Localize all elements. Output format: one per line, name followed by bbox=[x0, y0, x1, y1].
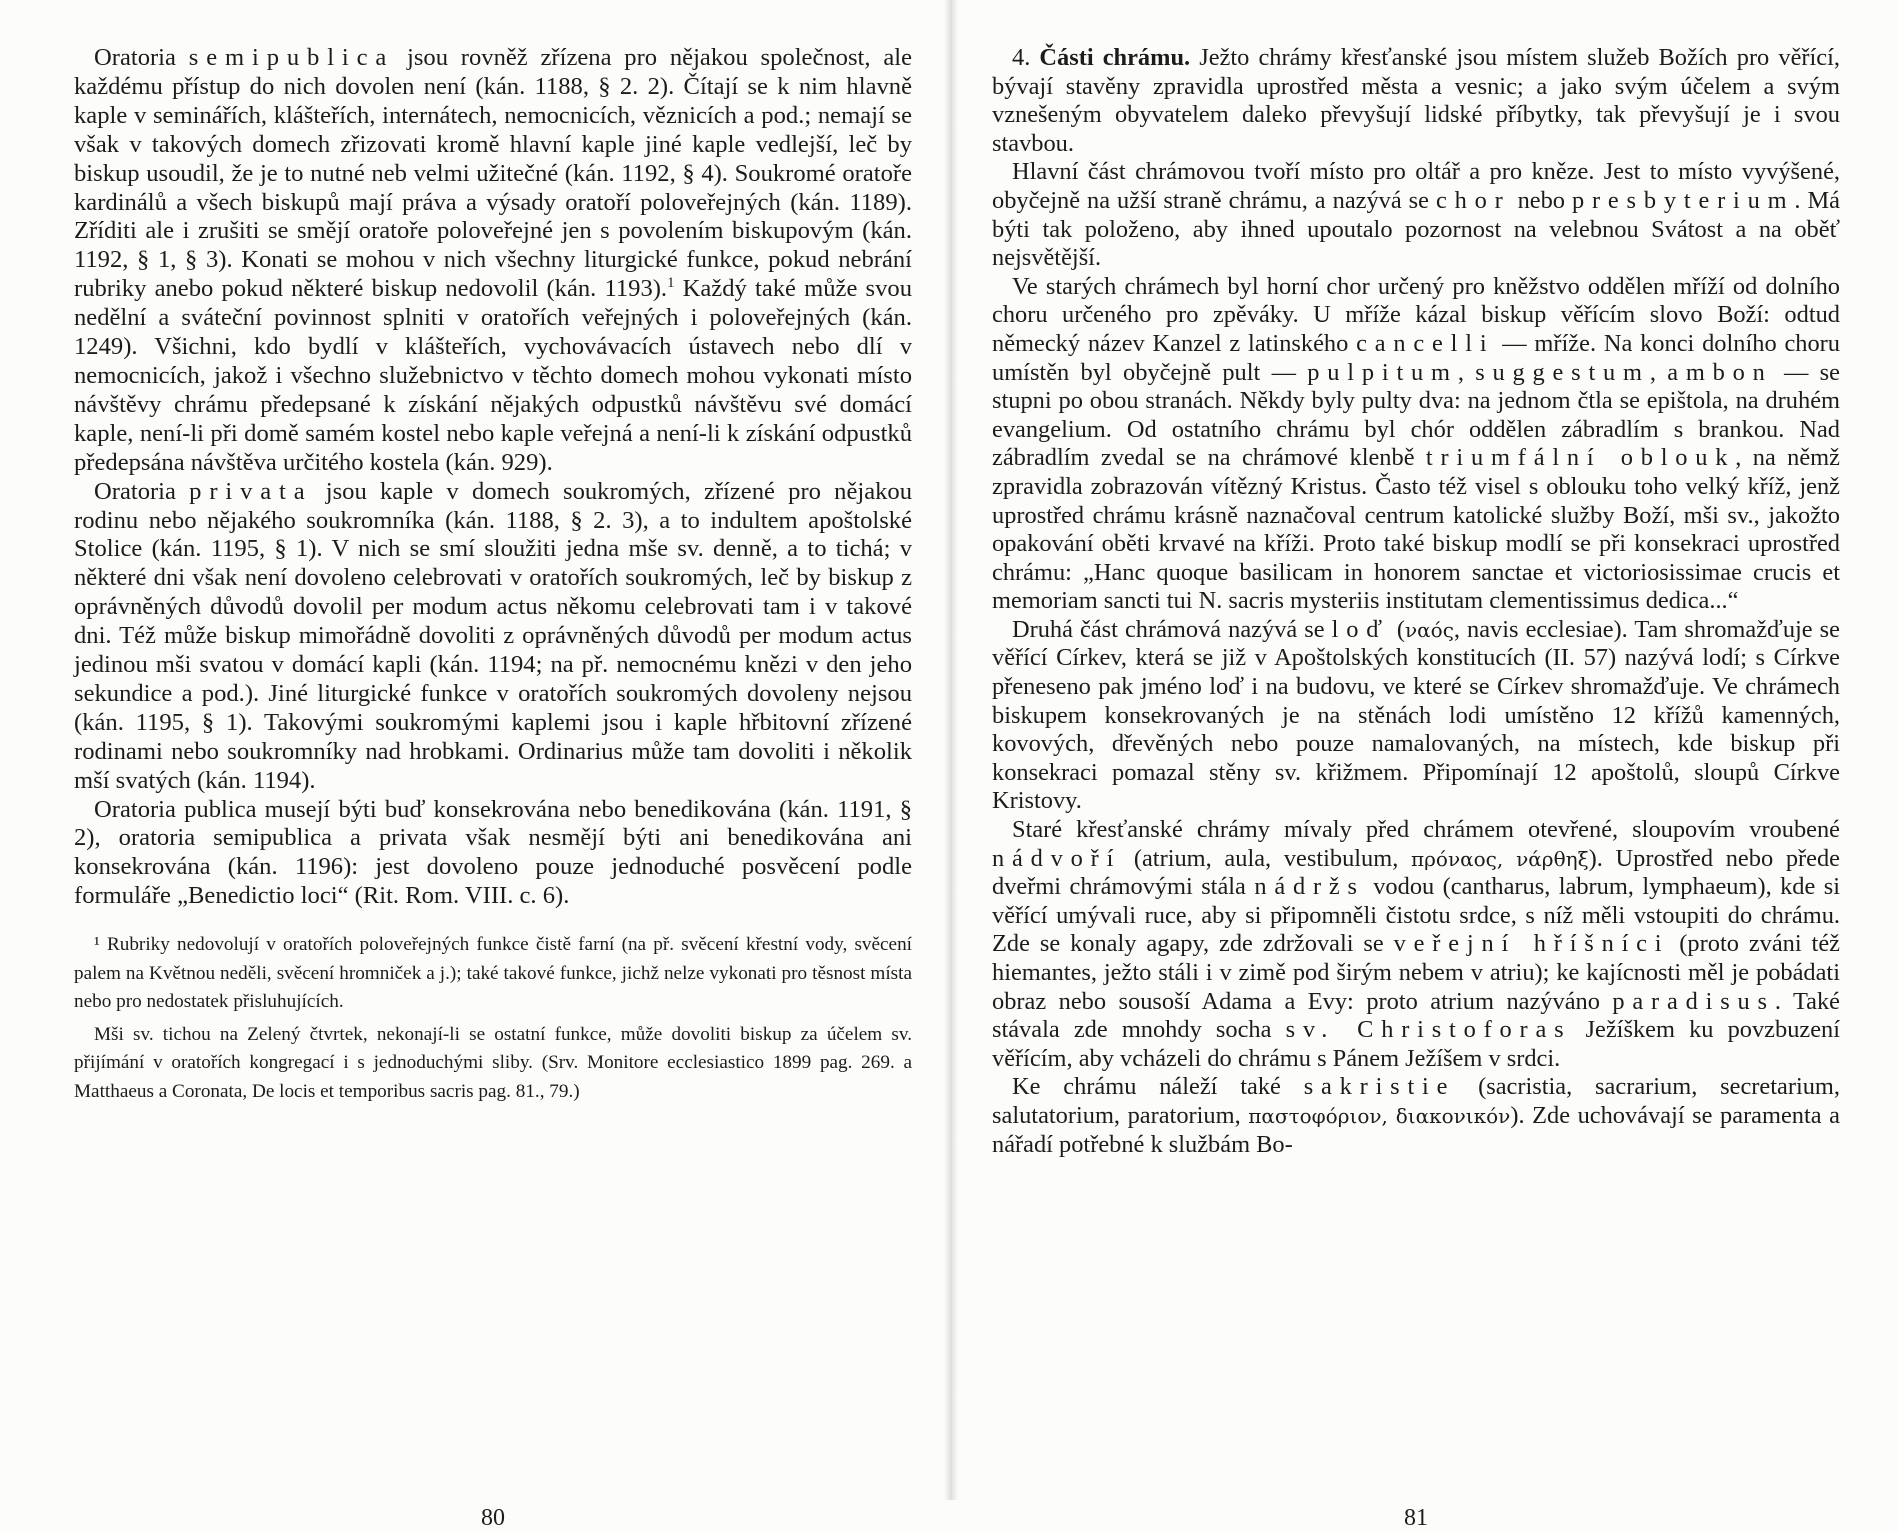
left-body-text bbox=[74, 44, 912, 911]
emphasis-term: presbyterium bbox=[1571, 186, 1795, 214]
text-run: (proto zváni též hiemantes, ježto stáli i v zimě pod širým nebem v atriu); ke kajícnosti měl je pobádati obraz nebo sousoší Adama a Evy: proto atrium nazýváno bbox=[992, 930, 1840, 1015]
paragraph bbox=[992, 273, 1840, 616]
emphasis-term: ambon bbox=[1667, 358, 1773, 386]
text-run: vodou (cantharus, labrum, lymphaeum), kde si věřící umývali ruce, aby si připomněli čistotu srdce, s níž měli vstoupiti do chrámu. Zde se konaly agapy, zde zdržovali se bbox=[992, 873, 1841, 958]
book-gutter bbox=[944, 0, 958, 1500]
text-run: Každý také může svou nedělní a sváteční povinnost splniti v oratořích veřejných i poloveřejných (kán. 1249). Všichni, kdo bydlí v klášteřích, vychovávacích ústavech nebo dlí v nemocnicích, jakož i všechno služebnictvo v těchto domech mohou vykonati místo návštěvy chrámu předepsané k získání nějakých odpustků návštěvu své domácí kaple, není-li při domě samém kostel nebo kaple veřejná a není-li k získání odpustků předepsána návštěva určitého kostela (kán. 929). bbox=[74, 275, 912, 476]
text-run: — se stupni po obou stranách. Někdy byly pulty dva: na jednom čtla se epištola, na druhém evangelium. Od ostatního chrámu byl chór oddělen zábradlím s brankou. Nad zábradlím zvedal se na chrámové klenbě bbox=[992, 358, 1840, 472]
section-heading: Části chrámu. bbox=[1039, 44, 1191, 71]
emphasis-term: suggestum bbox=[1475, 358, 1650, 386]
page-number-right: 81 bbox=[1404, 1505, 1428, 1531]
text-run: ( bbox=[1389, 615, 1405, 643]
paragraph bbox=[74, 478, 912, 796]
text-run: Ve starých chrámech byl horní chor určený pro kněžstvo oddělen mříží od dolního choru určeného pro zpěváky. U mříže kázal biskup věřícím slovo Boží: odtud německý název Kanzel z latinského bbox=[992, 272, 1840, 357]
text-run: , na němž zpravidla zobrazován vítězný Kristus. Často též visel s oblouku toho velký kříž, jenž uprostřed chrámu krásně naznačoval centrum katolické služby Boží, mši sv., jakožto opakování oběti krvavé na kříži. Proto také biskup modlí se při konsekraci uprostřed chrámu: „Hanc quoque basilicam in honorem sanctae et victoriosissimae crucis et memoriam sancti tui N. sacris mysteriis institutam clementissimus dedica...“ bbox=[992, 444, 1840, 615]
emphasis-term: loď bbox=[1331, 615, 1390, 643]
text-run: nebo bbox=[1510, 186, 1572, 214]
emphasis-term: sv. Christoforas bbox=[1285, 1016, 1572, 1044]
right-page bbox=[992, 44, 1841, 1531]
text-run: ). Zde uchovávají se paramenta a nářadí potřebné k službám Bo- bbox=[992, 1101, 1840, 1158]
footnote-1: ¹ Rubriky nedovolují v oratořích poloveřejných funkce čistě farní (na př. svěcení křestní vody, svěcení palem na Květnou neděli, svěcení hromniček a j.); také takové funkce, jichž nelze vykonati pro těsnost místa nebo pro nedostatek přisluhujících. bbox=[74, 934, 912, 1013]
text-run: παστοφόριον, διακονικόν bbox=[1248, 1103, 1511, 1128]
emphasis-term: veřejní hříšníci bbox=[1393, 930, 1670, 958]
emphasis-term: sakristie bbox=[1303, 1073, 1456, 1101]
emphasis-term: semipublica bbox=[188, 44, 395, 71]
text-run: Hlavní část chrámovou tvoří místo pro oltář a pro kněze. Jest to místo vyvýšené, obyčejně na užší straně chrámu, a nazývá se bbox=[992, 158, 1840, 214]
emphasis-term: cancelli bbox=[1356, 329, 1495, 357]
text-run: jsou kaple v domech soukromých, zřízené pro nějakou rodinu nebo nějakého soukromníka (kán. 1188, § 2. 3), a to indultem apoštolské Stolice (kán. 1195, § 1). V nich se smí sloužiti jedna mše sv. denně, a to tichá; v některé dni však není dovoleno celebrovati v oratořích soukromých, leč by biskup z oprávněných důvodů dovolil per modum actus někomu celebrovati tam i v takové dni. Též může biskup mimořádně dovoliti z oprávněných důvodů per modum actus jedinou mši svatou v domácí kapli (kán. 1194; na př. nemocnému knězi v den jeho sekundice a pod.). Jiné liturgické funkce v oratořích soukromých dovoleny nejsou (kán. 1195, § 1). Takovými soukromými kaplemi jsou i kaple hřbitovní zřízené rodinami nebo soukromníky nad hrobkami. Ordinarius může tam dovoliti i několik mší svatých (kán. 1194). bbox=[74, 477, 912, 794]
emphasis-term: chor bbox=[1436, 186, 1511, 214]
paragraph bbox=[992, 616, 1840, 816]
paragraph bbox=[992, 44, 1840, 158]
paragraph bbox=[992, 1073, 1840, 1159]
emphasis-term: nádržs bbox=[1254, 873, 1365, 901]
right-body-text bbox=[992, 44, 1840, 1159]
text-run: πρόναος, νάρθηξ bbox=[1411, 846, 1589, 871]
text-run: ). Uprostřed nebo přede dveřmi chrámovými stála bbox=[992, 844, 1840, 901]
emphasis-term: triumfální oblouk bbox=[1425, 444, 1736, 472]
text-run: Oratoria publica musejí býti buď konsekrována nebo benedikována (kán. 1191, § 2), oratoria semipublica a privata však nesmějí býti ani benedikována ani konsekrována (kán. 1196): jest dovoleno pouze jednoduché posvěcení podle formuláře „Benedictio loci“ (Rit. Rom. VIII. c. 6). bbox=[74, 795, 912, 910]
text-run: jsou rovněž zřízena pro nějakou společnost, ale každému přístup do nich dovolen není (kán. 1188, § 2. 2). Čítají se k nim hlavně kaple v seminářích, klášteřích, internátech, nemocnicích, věznicích a pod.; nemají se však v takových domech zřizovati kromě hlavní kaple jiné kaple vedlejší, leč by biskup usoudil, že je to nutné neb velmi užitečné (kán. 1192, § 4). Soukromé oratoře kardinálů a všech biskupů mají práva a výsady oratoří poloveřejných (kán. 1189). Zříditi ale i zrušiti se smějí oratoře poloveřejné jen s povolením biskupovým (kán. 1192, § 1, § 3). Konati se mohou v nich všechny liturgické funkce, pokud nebrání rubriky anebo pokud některé biskup nedovolil (kán. 1193). bbox=[74, 44, 912, 303]
text-run: Ježto chrámy křesťanské jsou místem služeb Božích pro věřící, bývají stavěny zpravidla uprostřed města a vesnic; a jako svým účelem a svým vznešeným obyvatelem daleko převyšují lidské příbytky, tak převyšují je i svou stavbou. bbox=[992, 44, 1840, 157]
emphasis-term: pulpitum bbox=[1307, 358, 1458, 386]
footnote-1-continued: Mši sv. tichou na Zelený čtvrtek, nekonají-li se ostatní funkce, může dovoliti biskup za účelem sv. přijímání v oratořích kongregací i s jednoduchými sliby. (Srv. Monitore ecclesiastico 1899 pag. 269. a Matthaeus a Coronata, De locis et temporibus sacris pag. 81., 79.) bbox=[74, 1023, 912, 1102]
text-run: . Má býti tak položeno, aby ihned upoutalo pozornost na velebnou Svátost a na oběť nejsvětější. bbox=[992, 186, 1840, 272]
paragraph bbox=[74, 796, 912, 912]
paragraph bbox=[992, 816, 1840, 1073]
text-run: — mříže. Na konci dolního choru umístěn byl obyčejně pult — bbox=[992, 329, 1840, 386]
paragraph bbox=[74, 44, 912, 478]
emphasis-term: privata bbox=[189, 477, 313, 505]
text-run: Staré křesťanské chrámy mívaly před chrámem otevřené, sloupovím vroubené bbox=[1012, 816, 1840, 844]
text-run: Oratoria bbox=[94, 477, 190, 505]
paragraph bbox=[992, 158, 1840, 272]
left-footnotes bbox=[74, 931, 912, 1106]
footnote-ref: 1 bbox=[667, 275, 675, 292]
text-run: Ježíškem ku povzbuzení věřícím, aby vcházeli do chrámu s Pánem Ježíšem v srdci. bbox=[992, 1016, 1841, 1072]
text-run: Druhá část chrámová nazývá se bbox=[1012, 615, 1332, 643]
text-run: Oratoria bbox=[94, 44, 189, 71]
text-run: ναός bbox=[1404, 617, 1454, 642]
text-run: , bbox=[1649, 358, 1668, 386]
text-run: 4. bbox=[1012, 44, 1040, 71]
emphasis-term: paradisus bbox=[1612, 987, 1775, 1015]
page-number-left: 80 bbox=[481, 1505, 505, 1531]
left-page bbox=[74, 44, 912, 1531]
text-run: . Také stávala zde mnohdy socha bbox=[992, 987, 1840, 1044]
text-run: , navis ecclesiae). Tam shromažďuje se věřící Církev, která se již v Apoštolských konstitucích (II. 57) nazývá lodí; s Církve přeneseno pak jméno loď i na budovu, ve které se Církev shromažďuje. Ve chrámech biskupem konsekrovaných je na stěnách lodi umístěno 12 křížů kamenných, kovových, dřevěných nebo pouze namalovaných, na místech, kde biskup při konsekraci pomazal stěny sv. křižmem. Připomínají 12 apoštolů, sloupů Církve Kristovy. bbox=[992, 615, 1840, 815]
emphasis-term: nádvoří bbox=[992, 844, 1122, 872]
text-run: (atrium, aula, vestibulum, bbox=[1121, 844, 1411, 872]
text-run: , bbox=[1457, 358, 1476, 386]
text-run: Ke chrámu náleží také bbox=[1012, 1073, 1304, 1101]
text-run: (sacristia, sacrarium, secretarium, salutatorium, paratorium, bbox=[992, 1073, 1840, 1129]
